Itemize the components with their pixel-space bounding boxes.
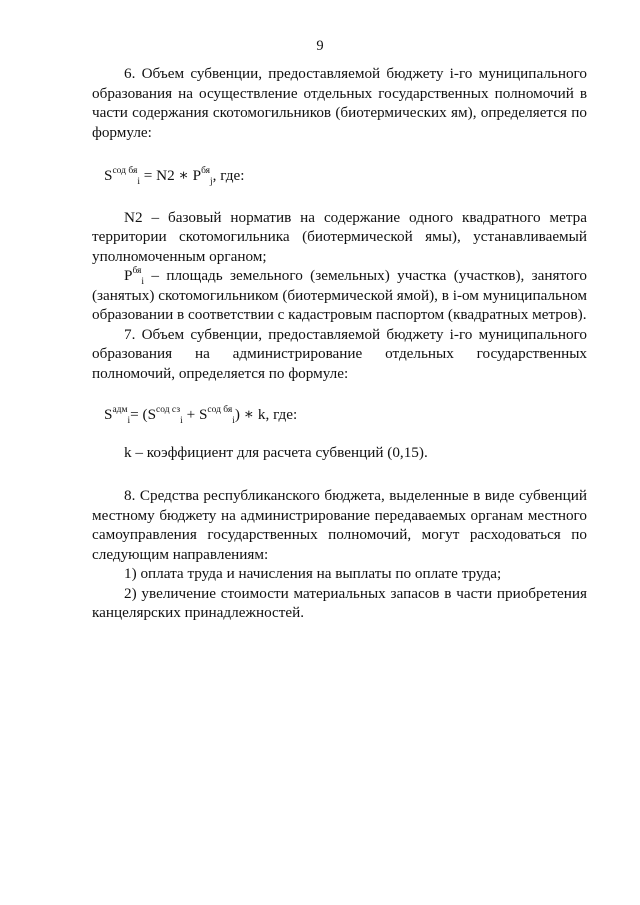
formula-1-tail: , где: xyxy=(212,167,245,184)
formula-2-s3-sub: i xyxy=(232,416,235,426)
list-item-1: 1) оплата труда и начисления на выплаты по оплате труда; xyxy=(124,565,502,582)
formula-1-s-sup: сод бя xyxy=(112,166,138,176)
formula-2-s1-sub: i xyxy=(127,416,131,426)
document-body xyxy=(92,64,587,623)
definition-n2: N2 – базовый норматив на содержание одного квадратного метра территории скотомогильника (биотермической ямы), устанавливаемый уполномоченным органом; xyxy=(92,208,587,265)
definition-p xyxy=(92,266,587,325)
formula-2-plus: + S xyxy=(182,406,208,423)
definition-p-sub: i xyxy=(141,277,145,287)
paragraph-7: 7. Объем субвенции, предоставляемой бюджету i-го муниципального образования на администрирование отдельных государственных полномочий, определяется по формуле: xyxy=(92,325,587,382)
formula-1-p-sub: j xyxy=(210,177,213,187)
formula-2-tail: ) ∗ k, где: xyxy=(234,406,298,423)
formula-1-mid: = N2 ∗ P xyxy=(139,167,202,184)
paragraph-6: 6. Объем субвенции, предоставляемой бюджету i-го муниципального образования на осуществление отдельных государственных полномочий в части содержания скотомогильников (биотермических ям), определяется по формуле: xyxy=(92,65,587,141)
paragraph-8: 8. Средства республиканского бюджета, выделенные в виде субвенций местному бюджету на администрирование передаваемых органам местного самоуправления государственных полномочий, могут расходоваться по следующим направлениям: xyxy=(92,487,587,563)
page-number: 9 xyxy=(316,38,324,54)
definition-p-text: – площадь земельного (земельных) участка (участков), занятого (занятых) скотомогильником (биотермической ямой), в i-ом муниципальном образовании в соответствии с кадастровым паспортом (квадратных метров). xyxy=(92,267,587,323)
formula-2-s1: S xyxy=(104,406,113,423)
formula-1-p-sup: бя xyxy=(201,166,211,176)
definition-k: k – коэффициент для расчета субвенций (0,15). xyxy=(124,443,428,461)
list-item-2: 2) увеличение стоимости материальных запасов в части приобретения канцелярских принадлежностей. xyxy=(92,584,587,621)
formula-2-s3-sup: сод бя xyxy=(207,405,233,415)
definition-p-sup: бя xyxy=(132,266,142,276)
formula-2-s2-sub: i xyxy=(180,416,183,426)
formula-2-s2-sup: сод сз xyxy=(156,405,181,415)
formula-2-s1-sup: адм xyxy=(112,405,128,415)
formula-1-s-sub: i xyxy=(137,177,140,187)
formula-1-s: S xyxy=(104,167,113,184)
formula-1 xyxy=(92,166,587,186)
formula-2 xyxy=(92,405,587,425)
definition-p-symbol: P xyxy=(124,267,133,284)
formula-2-eq: = (S xyxy=(130,406,157,423)
